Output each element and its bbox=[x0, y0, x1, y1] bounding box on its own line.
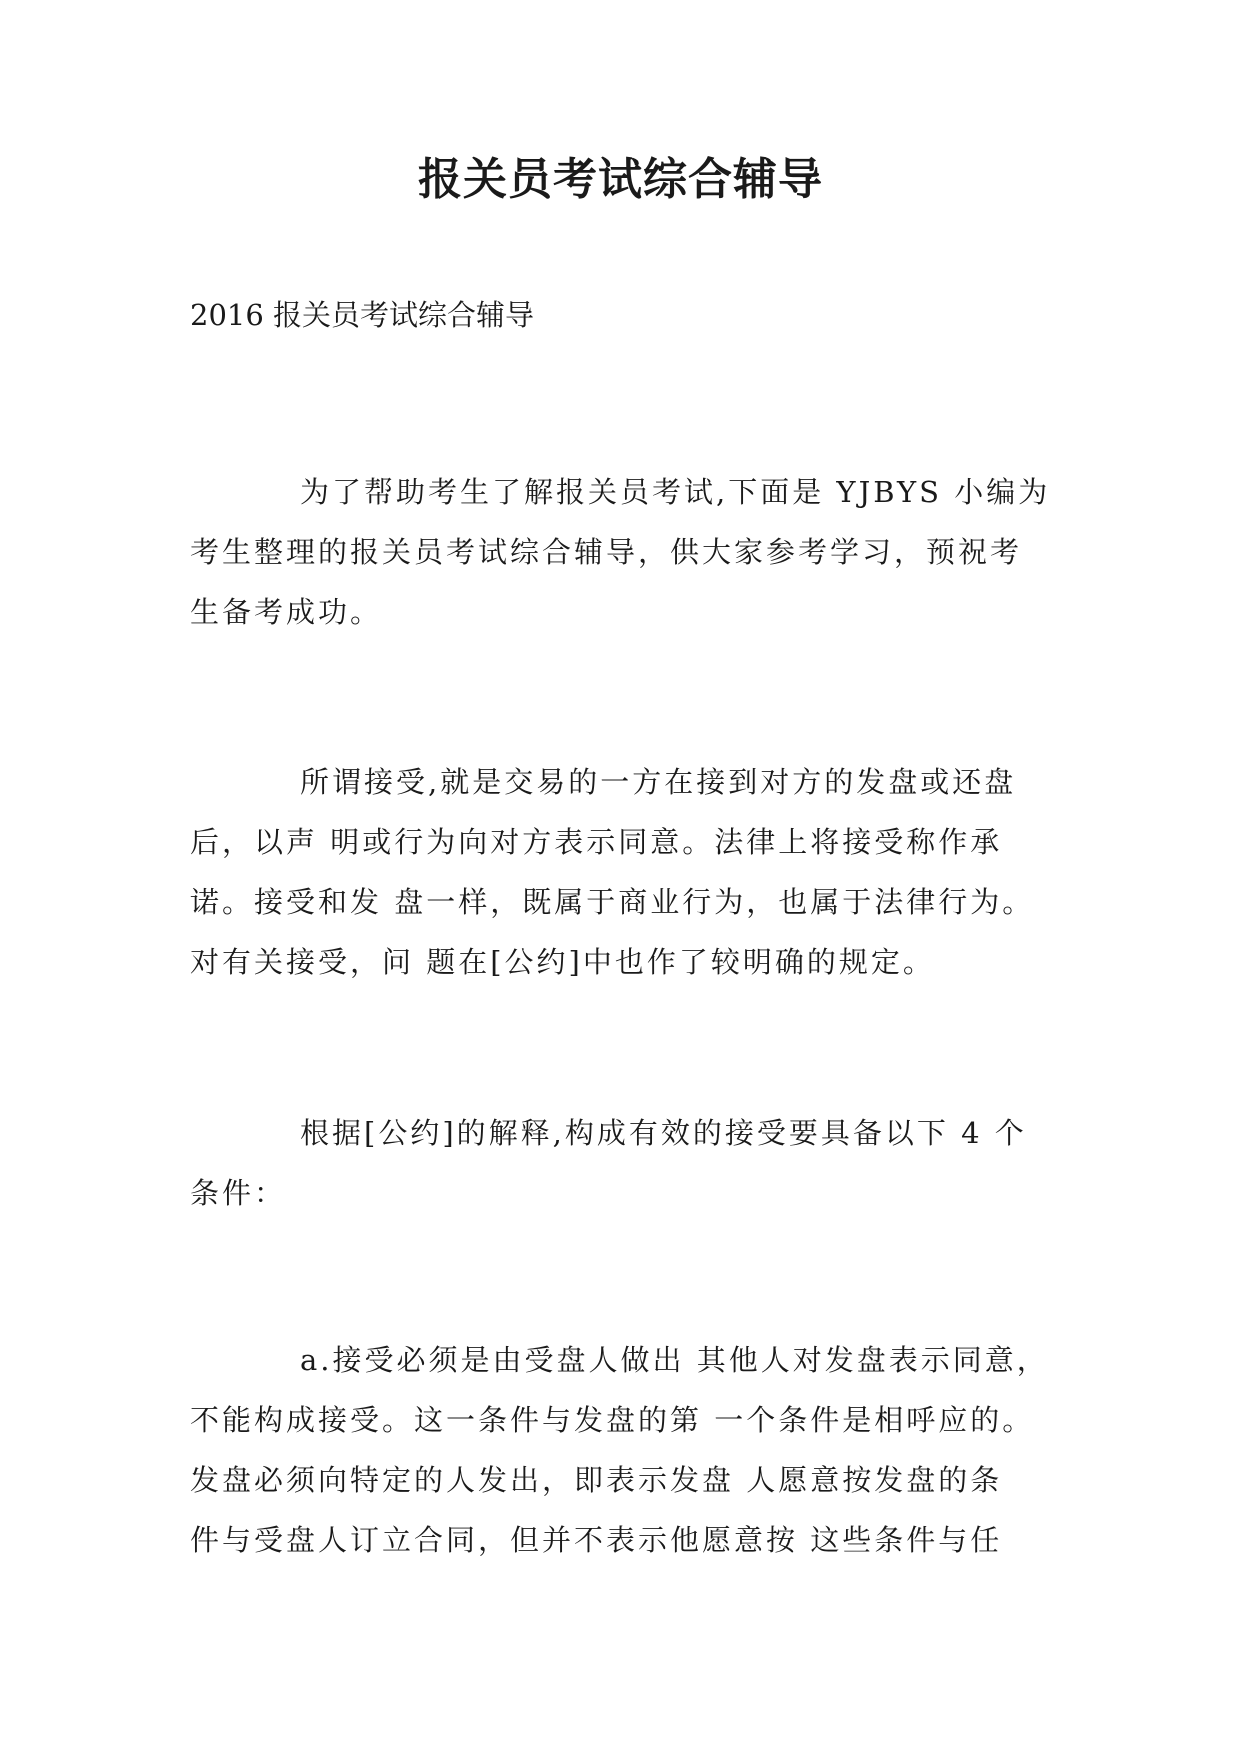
paragraph-line: 为了帮助考生了解报关员考试,下面是 YJBYS 小编为 bbox=[300, 475, 1051, 509]
paragraph-acceptance-definition bbox=[190, 752, 1050, 992]
paragraph-intro bbox=[190, 462, 1050, 642]
paragraph-line: 对有关接受，问 题在[公约]中也作了较明确的规定。 bbox=[190, 945, 935, 979]
paragraph-line: 诺。接受和发 盘一样，既属于商业行为，也属于法律行为。 bbox=[190, 885, 1035, 919]
paragraph-line: 生备考成功。 bbox=[190, 595, 383, 629]
paragraph-condition-a bbox=[190, 1330, 1050, 1570]
paragraph-conditions-intro bbox=[190, 1103, 1050, 1223]
document-title: 报关员考试综合辅导 bbox=[418, 154, 823, 205]
paragraph-line: 根据[公约]的解释,构成有效的接受要具备以下 4 个 bbox=[300, 1116, 1027, 1150]
paragraph-line: 所谓接受,就是交易的一方在接到对方的发盘或还盘 bbox=[300, 765, 1017, 799]
paragraph-line: a.接受必须是由受盘人做出 其他人对发盘表示同意， bbox=[300, 1343, 1049, 1377]
document-subtitle: 2016 报关员考试综合辅导 bbox=[190, 298, 535, 332]
paragraph-line: 条件： bbox=[190, 1176, 287, 1210]
paragraph-line: 考生整理的报关员考试综合辅导，供大家参考学习，预祝考 bbox=[190, 535, 1023, 569]
paragraph-line: 件与受盘人订立合同，但并不表示他愿意按 这些条件与任 bbox=[190, 1523, 1003, 1557]
paragraph-line: 后，以声 明或行为向对方表示同意。法律上将接受称作承 bbox=[190, 825, 1003, 859]
paragraph-line: 发盘必须向特定的人发出，即表示发盘 人愿意按发盘的条 bbox=[190, 1463, 1003, 1497]
paragraph-line: 不能构成接受。这一条件与发盘的第 一个条件是相呼应的。 bbox=[190, 1403, 1035, 1437]
